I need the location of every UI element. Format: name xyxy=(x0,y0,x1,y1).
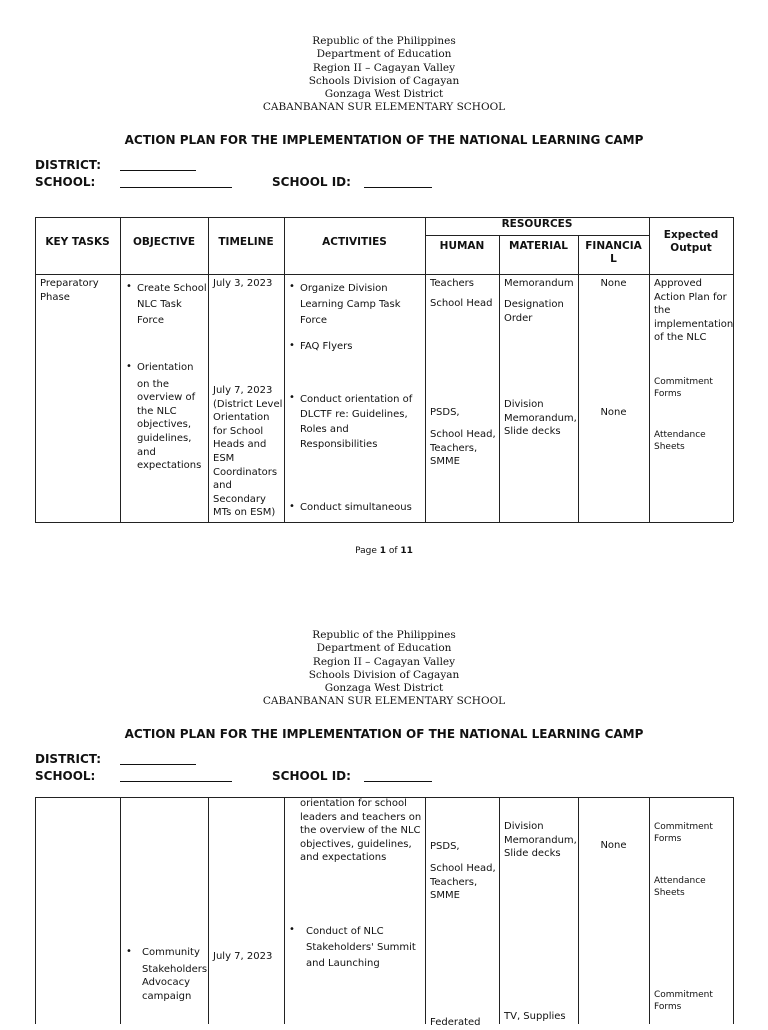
header-line: Department of Education xyxy=(316,48,452,61)
table-border xyxy=(649,217,650,522)
table-border xyxy=(499,797,500,1024)
cell-text: July 7, 2023 xyxy=(213,385,273,396)
header-line: Gonzaga West District xyxy=(324,682,444,695)
district-label: DISTRICT: xyxy=(35,752,102,766)
district-label: DISTRICT: xyxy=(35,158,102,172)
bullet: • xyxy=(289,392,295,403)
cell-text: and Launching xyxy=(306,958,380,969)
cell-text: Stakeholders xyxy=(142,963,208,975)
table-border xyxy=(35,217,36,522)
cell-text: implementation xyxy=(654,318,734,330)
cell-text: Conduct orientation of xyxy=(300,394,413,405)
activity-item xyxy=(300,281,401,329)
cell-text: Secondary xyxy=(213,493,266,505)
header-text: Output xyxy=(670,242,712,254)
table-border xyxy=(35,522,733,523)
bullet: • xyxy=(289,281,295,292)
cell-text: Advocacy xyxy=(142,977,191,989)
material-cell: Memorandum xyxy=(504,278,574,289)
human-cell xyxy=(430,862,496,903)
letterhead xyxy=(0,35,768,115)
cell-text: and expectations xyxy=(300,852,387,864)
material-cell xyxy=(504,398,577,439)
page-number xyxy=(0,546,768,556)
header-line: Region II – Cagayan Valley xyxy=(312,61,456,74)
cell-text: Community xyxy=(142,947,200,958)
cell-text: Forms xyxy=(654,1002,682,1012)
key-task-cell xyxy=(40,277,99,304)
human-cell: PSDS, xyxy=(430,841,460,852)
col-header-key-tasks: KEY TASKS xyxy=(45,236,110,248)
school-label: SCHOOL: xyxy=(35,175,96,189)
cell-text: Heads and xyxy=(213,439,267,451)
objective-item xyxy=(137,361,201,473)
table-border xyxy=(120,217,121,522)
document-title: ACTION PLAN FOR THE IMPLEMENTATION OF THE NATIONAL LEARNING CAMP xyxy=(124,727,644,741)
timeline-cell xyxy=(213,384,282,520)
school-blank xyxy=(120,187,232,188)
cell-text: Division xyxy=(504,821,544,832)
cell-text: for School xyxy=(213,425,264,437)
page-of: of xyxy=(385,546,401,556)
objective-item xyxy=(142,946,207,1003)
cell-text: Responsibilities xyxy=(300,439,378,450)
cell-text: Forms xyxy=(654,389,682,399)
header-line: Gonzaga West District xyxy=(324,88,444,101)
cell-text: Action Plan for xyxy=(654,291,727,303)
cell-text: Preparatory xyxy=(40,278,99,289)
cell-text: Organize Division xyxy=(300,283,388,294)
cell-text: School Head, xyxy=(430,863,496,874)
expected-output-cell xyxy=(654,821,713,845)
cell-text: Teachers, xyxy=(430,442,478,454)
cell-text: Orientation xyxy=(213,412,270,424)
cell-text: expectations xyxy=(137,460,202,472)
table-border xyxy=(649,797,650,1024)
page-total: 11 xyxy=(400,546,413,556)
expected-output-cell xyxy=(654,376,713,400)
financial-cell: None xyxy=(600,840,627,851)
cell-text: Commitment xyxy=(654,822,713,832)
cell-text: Designation xyxy=(504,299,564,310)
header-text: FINANCIA xyxy=(585,240,642,252)
cell-text: SMME xyxy=(430,890,460,902)
header-text: L xyxy=(610,253,617,265)
district-blank xyxy=(120,170,196,171)
header-line: Department of Education xyxy=(316,642,452,655)
page-prefix: Page xyxy=(355,546,380,556)
cell-text: objectives, xyxy=(137,419,192,431)
table-border xyxy=(425,797,426,1024)
table-border xyxy=(425,235,649,236)
col-header-objective: OBJECTIVE xyxy=(132,236,196,248)
table-border xyxy=(208,217,209,522)
cell-text: NLC Task xyxy=(137,299,182,310)
cell-text: leaders and teachers on xyxy=(300,811,422,823)
col-header-material: MATERIAL xyxy=(509,240,568,252)
human-cell: School Head xyxy=(430,298,493,309)
table-border xyxy=(284,797,285,1024)
header-text: Expected xyxy=(663,229,719,241)
cell-text: Phase xyxy=(40,291,70,303)
col-header-timeline: TIMELINE xyxy=(218,236,274,248)
district-blank xyxy=(120,764,196,765)
cell-text: objectives, guidelines, xyxy=(300,838,412,850)
material-cell: TV, Supplies xyxy=(504,1011,566,1022)
cell-text: Order xyxy=(504,312,533,324)
cell-text: Attendance xyxy=(654,876,706,886)
activity-item xyxy=(300,797,421,865)
table-border xyxy=(733,797,734,1024)
material-cell xyxy=(504,298,564,325)
cell-text: the xyxy=(654,305,671,317)
header-line: CABANBANAN SUR ELEMENTARY SCHOOL xyxy=(262,101,506,114)
activity-item: Conduct simultaneous xyxy=(300,502,412,513)
cell-text: Coordinators xyxy=(213,466,278,478)
cell-text: Forms xyxy=(654,834,682,844)
letterhead xyxy=(0,629,768,709)
objective-item xyxy=(137,281,207,329)
cell-text: Commitment xyxy=(654,377,713,387)
table-border xyxy=(35,274,733,275)
cell-text: Sheets xyxy=(654,442,685,452)
expected-output-cell xyxy=(654,875,706,899)
cell-text: Slide decks xyxy=(504,426,561,438)
school-blank xyxy=(120,781,232,782)
table-border xyxy=(733,217,734,522)
table-border xyxy=(120,797,121,1024)
cell-text: Force xyxy=(300,315,328,326)
cell-text: Roles and xyxy=(300,424,349,435)
cell-text: Learning Camp Task xyxy=(300,299,401,310)
cell-text: School Head, xyxy=(430,429,496,440)
cell-text: Force xyxy=(137,315,165,326)
human-cell: Teachers xyxy=(430,278,474,289)
cell-text: Conduct of NLC xyxy=(306,926,384,937)
activity-item xyxy=(306,924,416,972)
cell-text: the overview of the NLC xyxy=(300,825,421,837)
expected-output-cell xyxy=(654,429,706,453)
timeline-cell: July 3, 2023 xyxy=(213,278,273,289)
cell-text: Attendance xyxy=(654,430,706,440)
material-cell xyxy=(504,820,577,861)
header-line: Republic of the Philippines xyxy=(312,35,456,47)
expected-output-cell xyxy=(654,277,733,345)
bullet: • xyxy=(289,501,295,512)
cell-text: Create School xyxy=(137,283,207,294)
col-header-activities: ACTIVITIES xyxy=(322,236,387,248)
header-line: Schools Division of Cagayan xyxy=(308,668,460,681)
cell-text: Memorandum, xyxy=(504,412,577,424)
cell-text: Slide decks xyxy=(504,848,561,860)
cell-text: Orientation xyxy=(137,362,194,373)
cell-text: Memorandum, xyxy=(504,834,577,846)
human-cell xyxy=(430,428,496,469)
expected-output-cell xyxy=(654,989,713,1013)
col-header-expected-output xyxy=(649,229,733,255)
cell-text: Approved xyxy=(654,278,702,289)
cell-text: campaign xyxy=(142,990,192,1002)
bullet: • xyxy=(126,946,132,957)
page-current: 1 xyxy=(379,546,386,556)
table-border xyxy=(284,217,285,522)
bullet: • xyxy=(289,924,295,935)
header-line: Region II – Cagayan Valley xyxy=(312,655,456,668)
cell-text: DLCTF re: Guidelines, xyxy=(300,409,408,420)
header-line: CABANBANAN SUR ELEMENTARY SCHOOL xyxy=(262,695,506,708)
col-header-resources: RESOURCES xyxy=(501,218,573,230)
school-id-blank xyxy=(364,781,432,782)
cell-text: Teachers, xyxy=(430,876,478,888)
school-id-label: SCHOOL ID: xyxy=(272,769,351,783)
cell-text: ESM xyxy=(213,452,235,464)
table-border xyxy=(208,797,209,1024)
financial-cell: None xyxy=(600,278,627,289)
cell-text: guidelines, xyxy=(137,432,192,444)
table-border xyxy=(499,235,500,522)
bullet: • xyxy=(289,340,295,351)
cell-text: Division xyxy=(504,399,544,410)
activity-item: FAQ Flyers xyxy=(300,341,353,352)
header-line: Republic of the Philippines xyxy=(312,629,456,641)
activity-item xyxy=(300,392,412,452)
cell-text: (District Level xyxy=(213,398,283,410)
cell-text: MTs on ESM) xyxy=(213,507,276,519)
table-border xyxy=(578,797,579,1024)
table-border xyxy=(35,797,36,1024)
cell-text: Sheets xyxy=(654,888,685,898)
cell-text: the NLC xyxy=(137,405,177,417)
cell-text: and xyxy=(137,446,156,458)
header-line: Schools Division of Cagayan xyxy=(308,74,460,87)
cell-text: orientation for school xyxy=(300,798,407,809)
table-border xyxy=(425,217,426,522)
cell-text: Stakeholders' Summit xyxy=(306,942,416,953)
cell-text: Commitment xyxy=(654,990,713,1000)
cell-text: on the xyxy=(137,378,170,390)
school-label: SCHOOL: xyxy=(35,769,96,783)
cell-text: overview of xyxy=(137,392,196,404)
human-cell: Federated xyxy=(430,1017,481,1028)
col-header-human: HUMAN xyxy=(439,240,485,252)
cell-text: of the NLC xyxy=(654,332,707,344)
col-header-financial xyxy=(578,240,649,266)
timeline-cell: July 7, 2023 xyxy=(213,951,273,962)
document-title: ACTION PLAN FOR THE IMPLEMENTATION OF THE NATIONAL LEARNING CAMP xyxy=(124,133,644,147)
bullet: • xyxy=(126,361,132,372)
cell-text: SMME xyxy=(430,456,460,468)
human-cell: PSDS, xyxy=(430,407,460,418)
bullet: • xyxy=(126,281,132,292)
school-id-label: SCHOOL ID: xyxy=(272,175,351,189)
financial-cell: None xyxy=(600,407,627,418)
cell-text: and xyxy=(213,480,232,492)
school-id-blank xyxy=(364,187,432,188)
